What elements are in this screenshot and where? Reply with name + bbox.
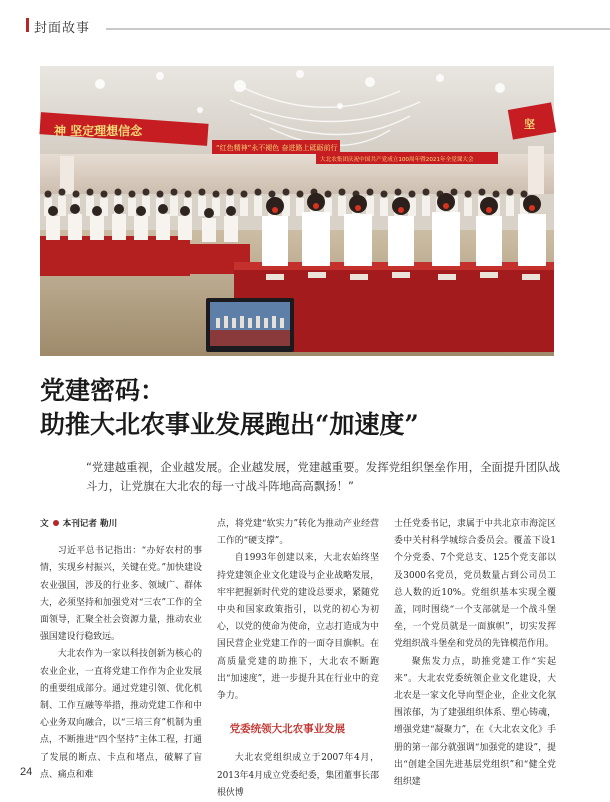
- paragraph: 自1993年创建以来，大北农始终坚持党建领企业文化建设与企业战略发展，牢牢把握新时代党的建设总要求，紧随党中央和国家政策指引，以党的初心为初心，以党的使命为使命，立志打造成为中国民营企业党建工作的一面夺目旗帜。在高质量党建的助推下，大北农不断跑出“加速度”，进一步提升其在行业中的竞争力。: [217, 553, 379, 702]
- paragraph: 聚焦发力点，助推党建工作“实起来”。大北农党委统领企业文化建设，大北农是一家文化导向型企业，企业文化氛围浓郁，为了建强组织体系、塑心铸魂，增强党建“凝聚力”，在《大北农文化》手册的第一部分就强调“加强党的建设”，提出“创建全国先进基层党组织”和“健全党组织建: [394, 656, 556, 788]
- meeting-hall-illustration: [40, 66, 554, 356]
- lead-quote: “党建越重视，企业越发展。企业越发展，党建越重要。发挥党组织堡垒作用，全面提升团队战斗力，让党旗在大北农的每一寸战斗阵地高高飘扬！”: [86, 460, 560, 493]
- paragraph: 习近平总书记指出：“办好农村的事情，实现乡村振兴，关键在党。”加快建设农业强国，涉及的行业多、领域广、群体大，必须坚持和加强党对“三农”工作的全面领导，汇聚全社会资源力量，推动农业强国建设行稳致远。: [40, 546, 202, 643]
- section-marker: [26, 18, 29, 32]
- column-3: [394, 516, 556, 791]
- banner-stage: 大北农集团庆祝中国共产党成立100周年暨2021年全党课大会: [320, 157, 474, 163]
- article-body: [40, 516, 556, 798]
- section-rule: [106, 28, 610, 30]
- byline-marker-icon: [53, 520, 59, 526]
- paragraph: 大北农党组织成立于2007年4月，2013年4月成立党委纪委，集团董事长邵根伙博: [217, 753, 379, 798]
- section-label: 封面故事: [34, 21, 91, 36]
- page-number: 24: [20, 766, 33, 778]
- headline-line-2: 助推大北农事业发展跑出“加速度”: [40, 410, 419, 439]
- paragraph: 士任党委书记，隶属于中共北京市海淀区委中关村科学城综合委员会。覆盖下设1个分党委、7个党总支、125个党支部以及3000名党员，党员数量占到公司员工总人数的近10%。党组织基本实现全覆盖，同时围绕“一个支部就是一个战斗堡垒，一个党员就是一面旗帜”，切实发挥党组织战斗堡垒和党员的先锋模范作用。: [394, 519, 556, 650]
- article-headline: [40, 374, 560, 442]
- banner-middle: “红色精神”永不褪色 奋进路上砥砺前行: [216, 144, 338, 152]
- paragraph: 点，将党建“软实力”转化为推动产业经营工作的“硬支撑”。: [217, 519, 379, 547]
- byline: [40, 516, 202, 533]
- section-subhead: 党委统领大北农事业发展: [229, 723, 346, 736]
- section-header: [0, 0, 610, 44]
- column-2: [217, 516, 379, 802]
- column-1: [40, 516, 202, 784]
- byline-author: 本刊记者 勒川: [62, 519, 118, 529]
- headline-line-1: 党建密码：: [40, 376, 166, 405]
- cover-photo: [40, 66, 554, 356]
- byline-label: 文: [40, 519, 49, 529]
- banner-left: 神 坚定理想信念: [54, 124, 143, 138]
- paragraph: 大北农作为一家以科技创新为核心的农业企业，一直将党建工作作为企业发展的重要组成部分。通过党建引领、优化机制、工作互融等举措，推动党建工作和中心业务双向融合，以“三培三育”机制为重点，不断推进“四个坚持”主体工程，打通了发展的断点、卡点和堵点，破解了盲点、痛点和难: [40, 649, 202, 780]
- banner-right: 坚: [524, 118, 535, 131]
